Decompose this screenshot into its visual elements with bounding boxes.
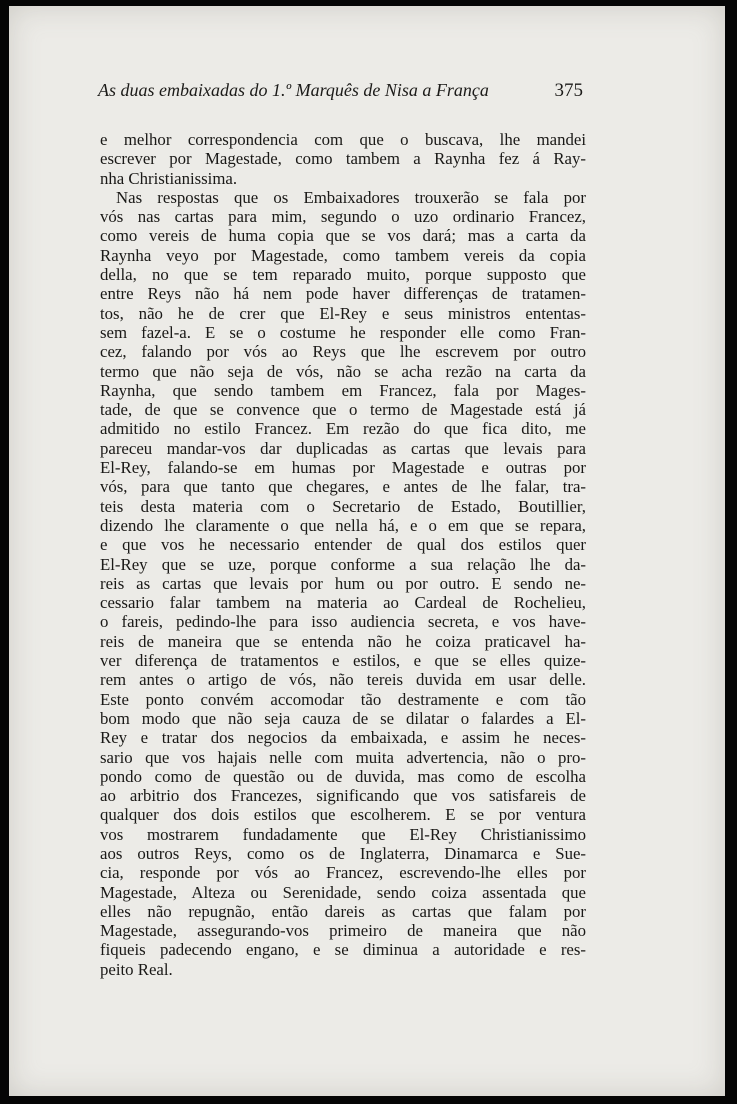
text-line: nha Christianissima. bbox=[100, 168, 238, 188]
text-line: tos, não he de crer que El-Rey e seus ministros ententas- bbox=[100, 303, 586, 323]
page-number: 375 bbox=[554, 80, 583, 101]
text-line: e que vos he necessario entender de qual dos estilos quer bbox=[100, 535, 586, 555]
text-line: Raynha, que sendo tambem em Francez, fala por Mages- bbox=[100, 380, 586, 400]
text-line: admitido no estilo Francez. Em rezão do que fica dito, me bbox=[100, 419, 586, 439]
text-line: aos outros Reys, como os de Inglaterra, Dinamarca e Sue- bbox=[100, 843, 586, 863]
text-line: escrever por Magestade, como tambem a Raynha fez á Ray- bbox=[100, 149, 586, 169]
text-line: peito Real. bbox=[100, 959, 173, 979]
text-line: cia, responde por vós ao Francez, escrevendo-lhe elles por bbox=[100, 863, 586, 883]
text-line: termo que não seja de vós, não se acha rezão na carta da bbox=[100, 361, 586, 381]
text-line: pondo como de questão ou de duvida, mas como de escolha bbox=[100, 766, 586, 786]
text-line: teis desta materia com o Secretario de Estado, Boutillier, bbox=[100, 496, 586, 516]
text-line: e melhor correspondencia com que o buscava, lhe mandei bbox=[100, 130, 586, 149]
text-line: bom modo que não seja cauza de se dilatar o falardes a El- bbox=[100, 708, 586, 728]
text-line: o fareis, pedindo-lhe para isso audiencia secreta, e vos have- bbox=[100, 612, 586, 632]
text-line: Nas respostas que os Embaixadores trouxerão se fala por bbox=[116, 187, 586, 207]
text-line: ver diferença de tratamentos e estilos, e que se elles quize- bbox=[100, 651, 586, 671]
text-line: reis as cartas que levais por hum ou por outro. E sendo ne- bbox=[100, 573, 586, 593]
text-line: della, no que se tem reparado muito, porque supposto que bbox=[100, 265, 586, 285]
text-line: entre Reys não há nem pode haver differenças de tratamen- bbox=[100, 284, 586, 304]
text-line: sario que vos hajais nelle com muita advertencia, não o pro- bbox=[100, 747, 586, 767]
body-text bbox=[100, 130, 586, 979]
text-line: sem fazel-a. E se o costume he responder elle como Fran- bbox=[100, 322, 586, 342]
text-line: cez, falando por vós ao Reys que lhe escrevem por outro bbox=[100, 342, 586, 362]
text-line: cessario falar tambem na materia ao Cardeal de Rochelieu, bbox=[100, 593, 586, 613]
text-line: vos mostrarem fundadamente que El-Rey Christianissimo bbox=[100, 824, 586, 844]
text-line: Magestade, Alteza ou Serenidade, sendo coiza assentada que bbox=[100, 882, 586, 902]
text-line: qualquer dos dois estilos que escolherem. E se por ventura bbox=[100, 805, 586, 825]
text-line: elles não repugnão, então dareis as cartas que falam por bbox=[100, 901, 586, 921]
text-line: como vereis de huma copia que se vos dará; mas a carta da bbox=[100, 226, 586, 246]
text-line: El-Rey, falando-se em humas por Magestade e outras por bbox=[100, 458, 586, 478]
text-line: Magestade, assegurando-vos primeiro de maneira que não bbox=[100, 921, 586, 941]
running-title: As duas embaixadas do 1.º Marquês de Nisa a França bbox=[98, 80, 489, 100]
text-line: reis de maneira que se entenda não he coiza praticavel ha- bbox=[100, 631, 586, 651]
text-line: Rey e tratar dos negocios da embaixada, e assim he neces- bbox=[100, 728, 586, 748]
text-line: vós, para que tanto que chegares, e antes de lhe falar, tra- bbox=[100, 477, 586, 497]
running-header bbox=[98, 80, 583, 102]
text-line: pareceu mandar-vos dar duplicadas as cartas que levais para bbox=[100, 438, 586, 458]
text-line: Raynha veyo por Magestade, como tambem vereis da copia bbox=[100, 245, 586, 265]
text-line: fiqueis padecendo engano, e se diminua a autoridade e res- bbox=[100, 940, 586, 960]
text-line: dizendo lhe claramente o que nella há, e o em que se repara, bbox=[100, 515, 586, 535]
text-line: El-Rey que se uze, porque conforme a sua relação lhe da- bbox=[100, 554, 586, 574]
text-line: rem antes o artigo de vós, não tereis duvida em usar delle. bbox=[100, 670, 586, 690]
text-line: ao arbitrio dos Francezes, significando que vos satisfareis de bbox=[100, 786, 586, 806]
text-line: Este ponto convém accomodar tão destramente e com tão bbox=[100, 689, 586, 709]
text-line: vós nas cartas para mim, segundo o uzo ordinario Francez, bbox=[100, 207, 586, 227]
text-line: tade, de que se convence que o termo de Magestade está já bbox=[100, 400, 586, 420]
